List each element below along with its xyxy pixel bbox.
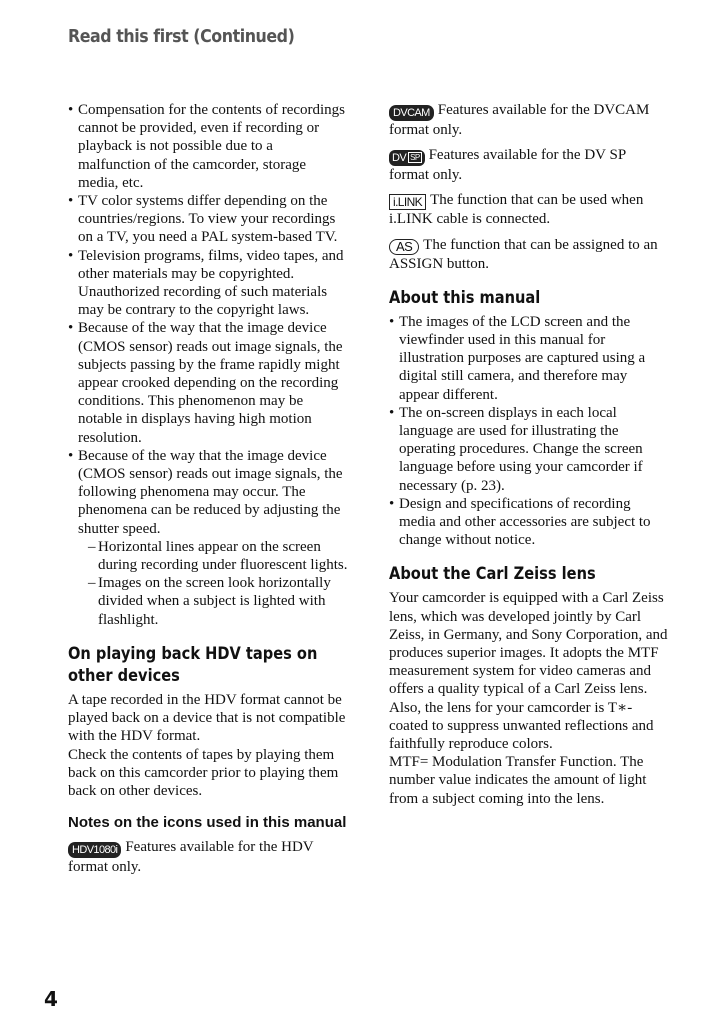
ilink-icon: i.LINK — [389, 194, 426, 210]
icon-note-hdv — [68, 838, 348, 876]
zeiss-paragraph: Your camcorder is equipped with a Carl Zeiss lens, which was developed jointly by Carl Zeiss, in Germany, and Sony Corporation, and produces superior images. It adopts the MTF measurement system for video cameras and offers a quality typical of a Carl Zeiss lens. Also, the lens for your camcorder is T∗-coated to suppress unwanted reflections and faithfully reproduce colors. — [389, 590, 668, 753]
right-column — [389, 101, 669, 808]
hdv-paragraph: Check the contents of tapes by playing them back on this camcorder prior to playing them back on other devices. — [68, 746, 339, 799]
about-manual-list — [389, 313, 669, 550]
precautions-list — [68, 101, 348, 629]
dv-sp-icon-label: DV — [392, 152, 407, 165]
dv-sp-icon-sub: SP — [410, 153, 420, 163]
icon-note-text: Features available for the HDV format only. — [68, 839, 314, 876]
page-header: Read this first (Continued) — [68, 26, 295, 47]
list-item: • The on-screen displays in each local language are used for illustrating the operating procedures. Change the screen language before using your camcorder if necessary (p. 23). — [389, 404, 669, 495]
page-number: 4 — [44, 987, 58, 1011]
left-column — [68, 101, 348, 883]
assign-icon: AS — [389, 239, 419, 255]
dv-sp-icon — [389, 150, 425, 166]
zeiss-heading: About the Carl Zeiss lens — [389, 564, 596, 585]
icon-note-assign — [389, 236, 669, 273]
hdv-paragraph: A tape recorded in the HDV format cannot be played back on a device that is not compatible with the HDV format. — [68, 691, 346, 745]
icon-note-text: The function that can be used when i.LINK cable is connected. — [389, 192, 644, 228]
list-item: • Design and specifications of recording media and other accessories are subject to change without notice. — [389, 495, 669, 550]
icon-note-ilink — [389, 191, 669, 228]
mtf-paragraph: MTF= Modulation Transfer Function. The number value indicates the amount of light from a subject coming into the lens. — [389, 754, 647, 807]
icon-note-text: Features available for the DVCAM format only. — [389, 102, 650, 138]
about-manual-heading: About this manual — [389, 287, 541, 308]
phenomena-sublist — [78, 538, 348, 629]
sub-list-item: – Images on the screen look horizontally divided when a subject is lighted with flashlight. — [88, 574, 348, 629]
list-item: • TV color systems differ depending on the countries/regions. To view your recordings on a TV, you need a PAL system-based TV. — [68, 192, 348, 247]
dvcam-icon: DVCAM — [389, 105, 434, 121]
icon-note-text: The function that can be assigned to an ASSIGN button. — [389, 236, 658, 272]
hdv1080i-icon: HDV1080i — [68, 842, 121, 858]
icon-notes-heading: Notes on the icons used in this manual — [68, 814, 347, 832]
sub-list-item: – Horizontal lines appear on the screen during recording under fluorescent lights. — [88, 538, 348, 574]
list-item: • Compensation for the contents of recordings cannot be provided, even if recording or playback is not possible due to a malfunction of the camcorder, storage media, etc. — [68, 101, 348, 192]
list-item — [68, 447, 348, 629]
list-item: • Television programs, films, video tapes, and other materials may be copyrighted. Unauthorized recording of such materials may be contrary to the copyright laws. — [68, 247, 348, 320]
icon-note-text: Features available for the DV SP format only. — [389, 147, 626, 184]
list-item: • The images of the LCD screen and the viewfinder used in this manual for illustration purposes are captured using a digital still camera, and therefore may appear different. — [389, 313, 669, 404]
icon-note-dvsp — [389, 146, 669, 184]
icon-note-dvcam — [389, 101, 669, 139]
hdv-playback-heading: On playing back HDV tapes on other devices — [68, 643, 318, 686]
list-item: • Because of the way that the image device (CMOS sensor) reads out image signals, the subjects passing by the frame rapidly might appear crooked depending on the recording conditions. This phenomenon may be notable in displays having high motion resolution. — [68, 319, 348, 446]
list-item-text: Because of the way that the image device (CMOS sensor) reads out image signals, the following phenomena may occur. The phenomena can be reduced by adjusting the shutter speed. — [78, 447, 343, 537]
